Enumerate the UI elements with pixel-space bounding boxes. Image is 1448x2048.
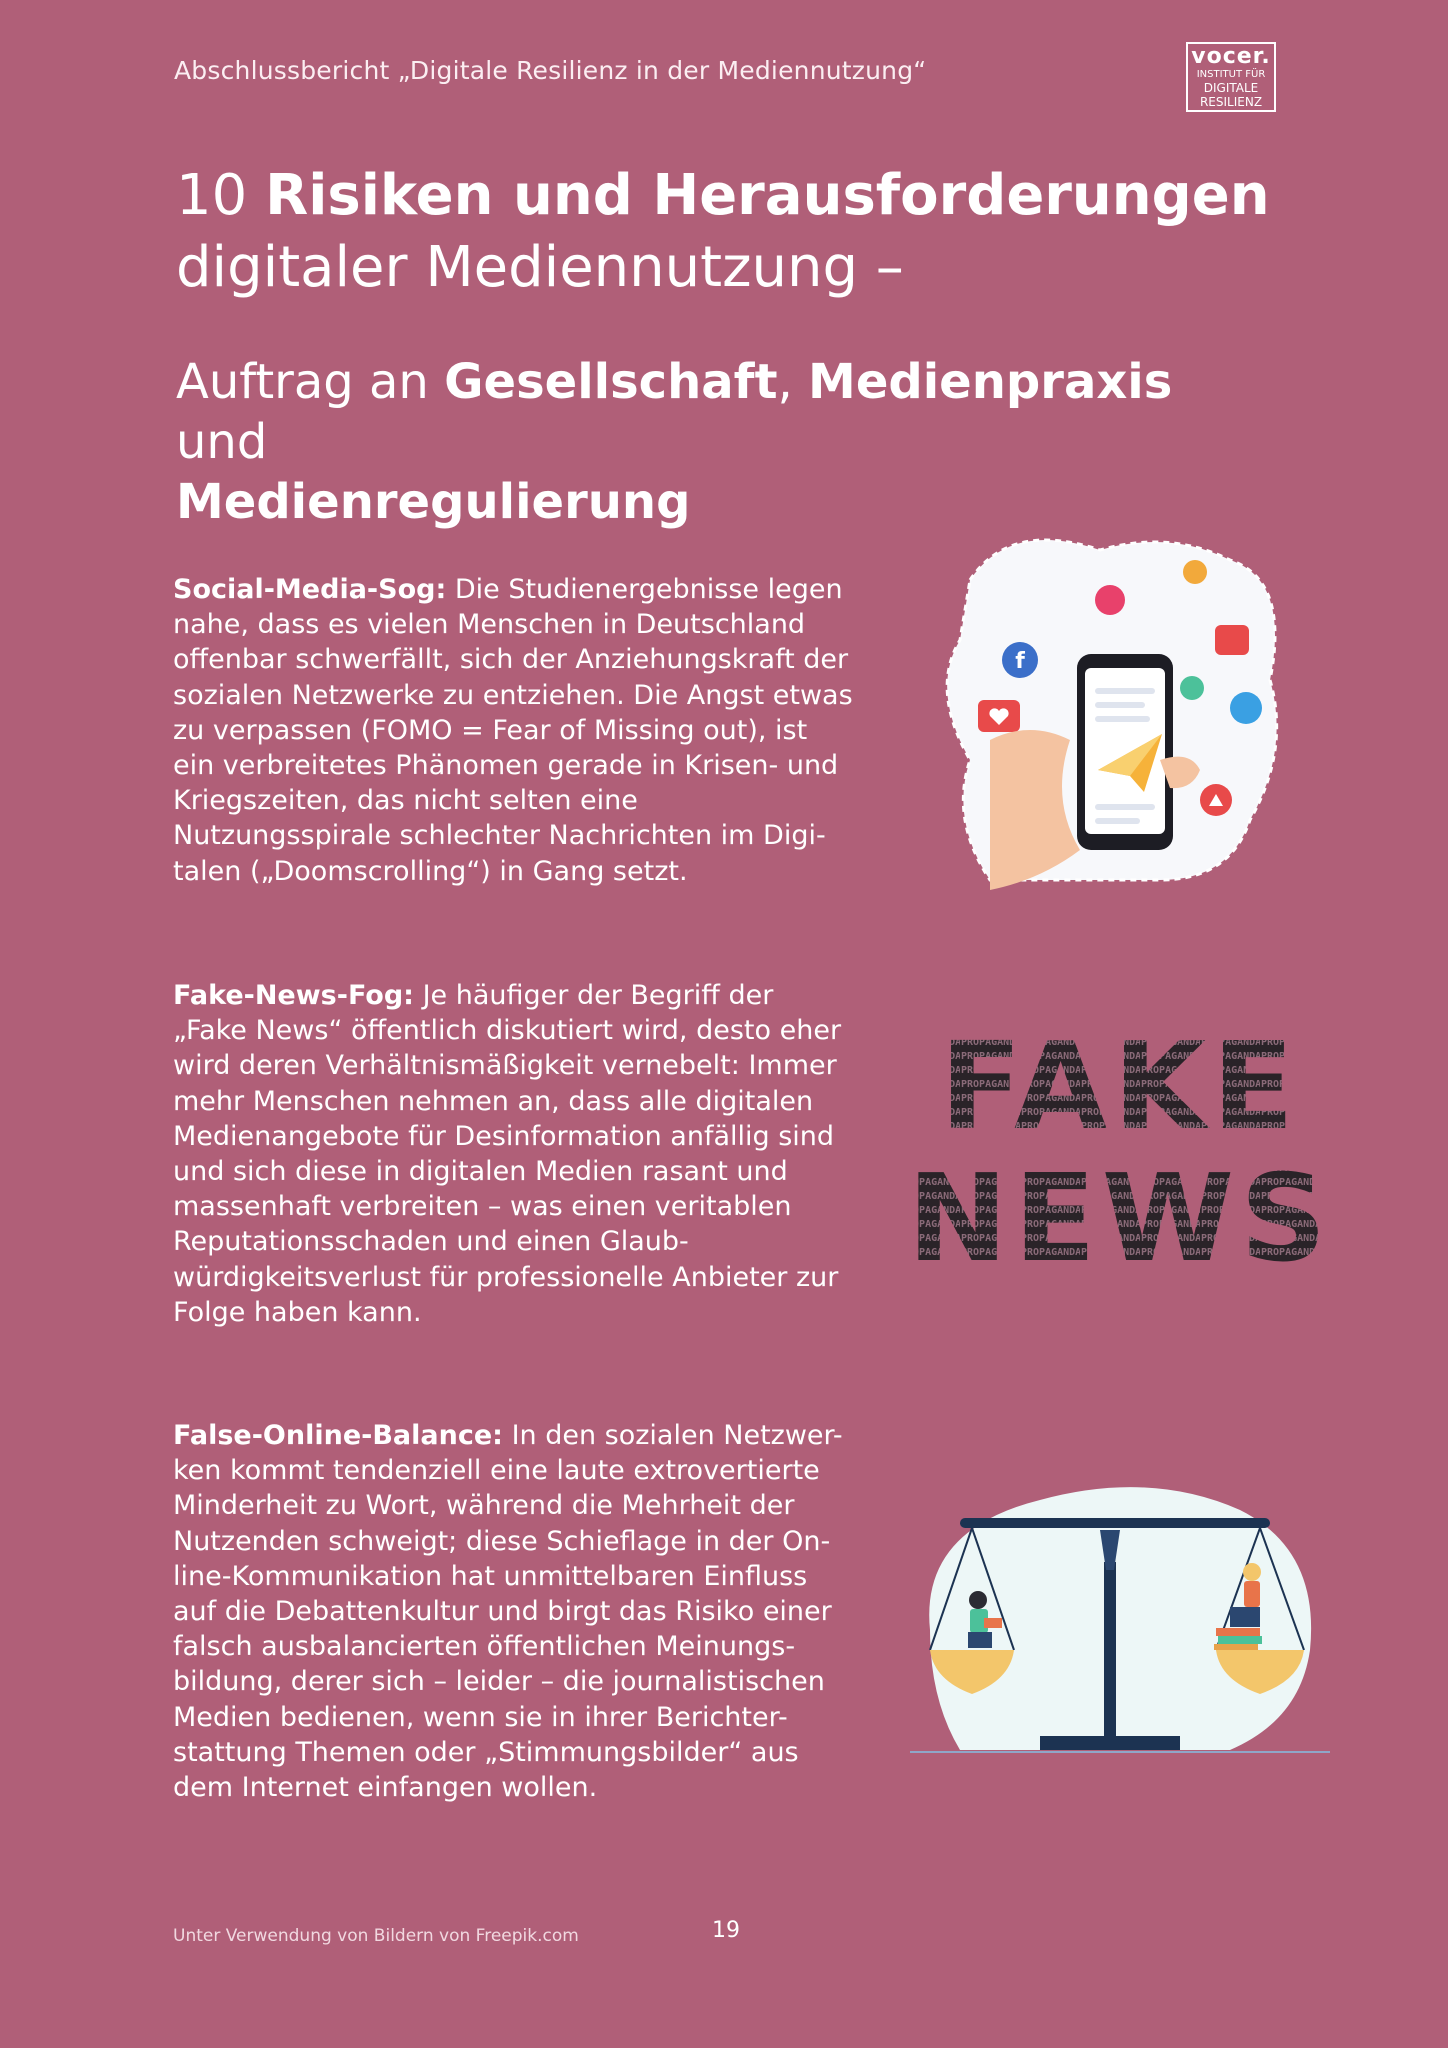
section-text: Je häufiger der Begriff der „Fake News“ öffentlich diskutiert wird, desto eher wird deren Verhältnismäßigkeit vernebelt: Immer mehr Menschen nehmen an, dass alle digitalen Medienangebote für Desinformation anfällig sind und sich diese in digitalen Medien rasant und massenhaft verbreiten – was einen veritablen Reputationsschaden und einen Glaub-würdigkeitsverlust für professionelle Anbieter zur Folge haben kann. — [173, 980, 842, 1328]
page-subtitle — [176, 352, 1236, 532]
section-social-media-sog — [173, 572, 853, 889]
logo-line2: DIGITALE — [1203, 81, 1259, 95]
news-word: NEWS — [907, 1150, 1333, 1280]
smartphone-social-media-illustration — [930, 520, 1290, 900]
vocer-logo — [1186, 42, 1276, 112]
page-number: 19 — [712, 1918, 740, 1943]
section-lead: False-Online-Balance: — [173, 1420, 503, 1451]
subtitle-conj: und — [176, 414, 268, 470]
subtitle-sep: , — [777, 354, 793, 410]
section-lead: Social-Media-Sog: — [173, 574, 447, 605]
section-fake-news-fog — [173, 978, 853, 1330]
page-title — [176, 160, 1270, 304]
header-report-title: Abschlussbericht „Digitale Resilienz in der Mediennutzung“ — [174, 56, 927, 85]
section-text: In den sozialen Netzwer-ken kommt tendenziell eine laute extrovertierte Minderheit zu Wort, während die Mehrheit der Nutzenden schweigt; diese Schieflage in der On-line-Kommunikation hat unmittelbaren Einfluss auf die Debattenkultur und birgt das Risiko einer falsch ausbalancierten öffentlichen Meinungs-bildung, derer sich – leider – die journalistischen Medien bedienen, wenn sie in ihrer Berichter-stattung Themen oder „Stimmungsbilder“ aus dem Internet einfangen wollen. — [173, 1420, 843, 1804]
title-number: 10 — [176, 163, 248, 228]
svg-text:f: f — [1015, 649, 1025, 674]
subtitle-term-medienregulierung: Medienregulierung — [176, 474, 691, 530]
title-bold: Risiken und Herausforderungen — [265, 163, 1270, 228]
section-text: Die Studienergebnisse legen nahe, dass es vielen Menschen in Deutschland offenbar schwerfällt, sich der Anziehungskraft der sozialen Netzwerke zu entziehen. Die Angst etwas zu verpassen (FOMO = Fear of Missing out), ist ein verbreitetes Phänomen gerade in Krisen- und Kriegszeiten, das nicht selten eine Nutzungsspirale schlechter Nachrichten im Digi-talen („Doomscrolling“) in Gang setzt. — [173, 574, 853, 887]
logo-line3: RESILIENZ — [1199, 95, 1263, 109]
section-false-online-balance — [173, 1418, 853, 1805]
balance-scale-illustration — [900, 1450, 1340, 1770]
subtitle-term-gesellschaft: Gesellschaft — [444, 354, 778, 410]
section-lead: Fake-News-Fog: — [173, 980, 414, 1011]
footer-image-credit: Unter Verwendung von Bildern von Freepik.com — [173, 1926, 579, 1946]
subtitle-prefix: Auftrag an — [176, 354, 429, 410]
subtitle-term-medienpraxis: Medienpraxis — [808, 354, 1173, 410]
fake-news-wordart-illustration — [900, 1020, 1340, 1280]
logo-brand: vocer. — [1191, 44, 1271, 69]
fake-word: FAKE — [939, 1020, 1301, 1157]
logo-line1: INSTITUT FÜR — [1196, 69, 1266, 80]
title-rest: digitaler Mediennutzung – — [176, 235, 904, 300]
